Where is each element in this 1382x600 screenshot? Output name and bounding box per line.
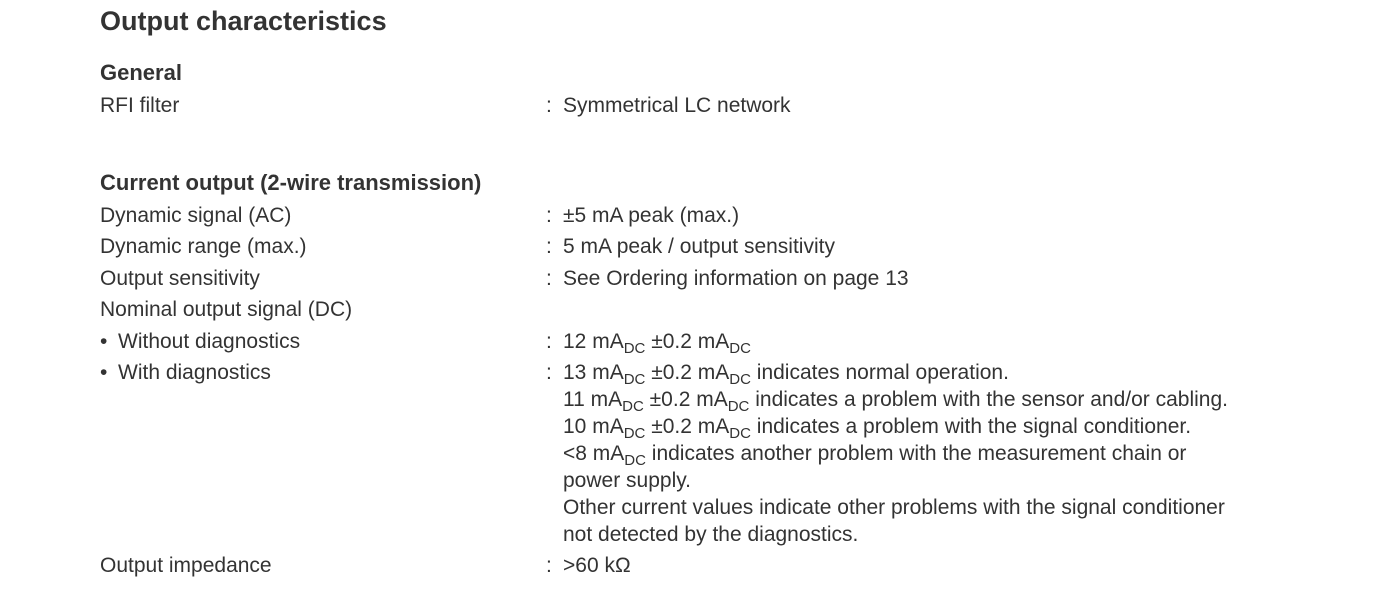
spec-label-text: With diagnostics bbox=[118, 361, 271, 384]
value-line bbox=[563, 359, 1323, 386]
unit-text: mA bbox=[592, 415, 624, 438]
spec-label: Output sensitivity bbox=[100, 267, 260, 290]
value-text: 11 bbox=[563, 388, 591, 411]
unit-subscript: DC bbox=[729, 425, 751, 442]
spec-label: Output impedance bbox=[100, 554, 272, 577]
unit-subscript: DC bbox=[727, 398, 750, 415]
unit-subscript: DC bbox=[623, 340, 646, 357]
spec-colon: : bbox=[546, 267, 552, 290]
spec-value: 5 mA peak / output sensitivity bbox=[563, 235, 835, 258]
spec-value: Symmetrical LC network bbox=[563, 94, 791, 117]
unit-text: mA bbox=[590, 388, 623, 411]
unit-subscript: DC bbox=[623, 425, 646, 442]
tolerance-text: ±0.2 mA bbox=[651, 361, 730, 384]
value-line bbox=[563, 413, 1323, 440]
value-line: power supply. bbox=[563, 469, 692, 492]
unit-subscript: DC bbox=[624, 452, 646, 469]
spec-label bbox=[100, 328, 300, 355]
value-text: <8 bbox=[563, 442, 593, 465]
unit-subscript: DC bbox=[623, 371, 646, 388]
unit-subscript: DC bbox=[622, 398, 644, 415]
value-text: indicates a problem with the signal conditioner. bbox=[750, 415, 1192, 438]
spec-label: RFI filter bbox=[100, 94, 180, 117]
value-line: not detected by the diagnostics. bbox=[563, 523, 859, 546]
value-line bbox=[563, 328, 1323, 355]
spec-colon: : bbox=[546, 94, 552, 117]
spec-colon: : bbox=[546, 235, 552, 258]
tolerance-text: ±0.2 mA bbox=[651, 415, 730, 438]
tolerance-text: ±0.2 mA bbox=[649, 388, 728, 411]
spec-label-text: Without diagnostics bbox=[118, 330, 301, 353]
unit-subscript: DC bbox=[729, 340, 751, 357]
value-line bbox=[563, 386, 1323, 413]
spec-value: ±5 mA peak (max.) bbox=[563, 204, 740, 227]
page-title: Output characteristics bbox=[100, 6, 387, 36]
spec-colon: : bbox=[546, 361, 552, 384]
spec-value bbox=[563, 359, 1323, 548]
value-text: 13 bbox=[563, 361, 593, 384]
spec-label: Dynamic range (max.) bbox=[100, 235, 307, 258]
spec-value: >60 kΩ bbox=[563, 554, 631, 577]
section-heading-current-output: Current output (2-wire transmission) bbox=[100, 170, 482, 195]
bullet-icon: • bbox=[100, 361, 108, 384]
spec-colon: : bbox=[546, 204, 552, 227]
section-heading-general: General bbox=[100, 60, 182, 85]
bullet-icon: • bbox=[100, 330, 108, 353]
value-line: Other current values indicate other problems with the signal conditioner bbox=[563, 496, 1225, 519]
spec-value: See Ordering information on page 13 bbox=[563, 267, 909, 290]
spec-colon: : bbox=[546, 554, 552, 577]
value-text: 10 bbox=[563, 415, 593, 438]
value-text: indicates normal operation. bbox=[750, 361, 1009, 384]
spec-label bbox=[100, 359, 271, 386]
unit-text: mA bbox=[592, 442, 625, 465]
value-text: 12 bbox=[563, 330, 593, 353]
unit-text: mA bbox=[592, 330, 624, 353]
spec-value bbox=[563, 328, 1323, 355]
value-text: indicates another problem with the measurement chain or bbox=[645, 442, 1187, 465]
tolerance-text: ±0.2 mA bbox=[651, 330, 730, 353]
value-text: indicates a problem with the sensor and/or cabling. bbox=[749, 388, 1228, 411]
unit-text: mA bbox=[592, 361, 624, 384]
unit-subscript: DC bbox=[729, 371, 751, 388]
spec-label: Dynamic signal (AC) bbox=[100, 204, 292, 227]
spec-colon: : bbox=[546, 330, 552, 353]
value-line bbox=[563, 440, 1323, 467]
spec-label: Nominal output signal (DC) bbox=[100, 298, 353, 321]
